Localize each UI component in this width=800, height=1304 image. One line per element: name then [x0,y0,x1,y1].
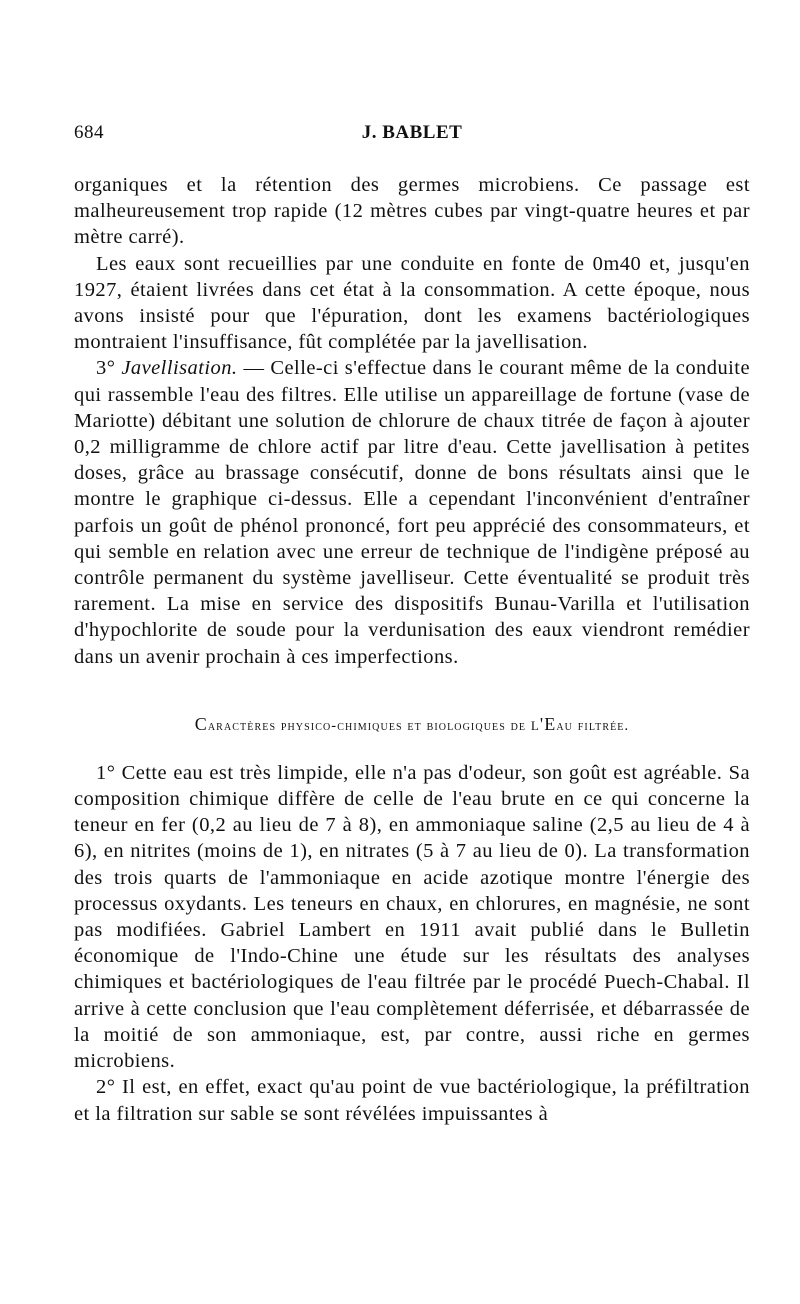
page-header [74,122,750,146]
page-body [74,172,750,1127]
heading-initial: C [194,713,208,734]
paragraph-point-1: 1° Cette eau est très limpide, elle n'a pas d'odeur, son goût est agréable. Sa composition chimique diffère de celle de l'eau brute en ce qui concerne la teneur en fer (0,2 au lieu de 7 à 8), en ammoniaque saline (2,5 au lieu de 4 à 6), en nitrites (moins de 1), en nitrates (5 à 7 au lieu de 0). La transformation des trois quarts de l'ammoniaque en acide azotique montre l'énergie des processus oxydants. Les teneurs en chaux, en chlorures, en magnésie, ne sont pas modifiées. Gabriel Lambert en 1911 avait publié dans le Bulletin économique de l'Indo-Chine une étude sur les résultats des analyses chimiques et bactériologiques de l'eau filtrée par le procédé Puech-Chabal. Il arrive à cette conclusion que l'eau complètement déferrisée, et débarrassée de la moitié de son ammoniaque, est, par contre, aussi riche en germes microbiens. [74,761,750,1073]
heading-text: au filtrée. [556,717,630,734]
paragraph-javellisation [74,355,750,669]
running-head: J. BABLET [361,122,463,143]
section-heading [74,714,750,736]
paragraph-continuation: organiques et la rétention des germes microbiens. Ce passage est malheureusement trop rapide (12 mètres cubes par vingt-quatre heures et par mètre carré). [74,174,750,249]
page-number: 684 [74,122,104,143]
paragraph-text: — Celle-ci s'effectue dans le courant même de la conduite qui rassemble l'eau des filtres. Elle utilise un appareillage de fortune (vase de Mariotte) débitant une solution de chlorure de chaux titrée de façon à ajouter 0,2 milligramme de chlore actif par litre d'eau. Cette javellisation à petites doses, grâce au brassage consécutif, donne de bons résultats ainsi que le montre le graphique ci-dessus. Elle a cependant l'inconvénient d'entraîner parfois un goût de phénol prononcé, fort peu apprécié des consommateurs, et qui semble en relation avec une erreur de technique de l'indigène préposé au contrôle permanent du système javelliseur. Cette éventualité se produit très rarement. La mise en service des dispositifs Bunau-Varilla et l'utilisation d'hypochlorite de soude pour la verdunisation des eaux viendront remédier dans un avenir prochain à ces imperfections. [74,357,750,668]
paragraph-point-2: 2° Il est, en effet, exact qu'au point de vue bactériologique, la préfiltration et la filtration sur sable se sont révélées impuissantes à [74,1076,750,1125]
heading-text: aractères physico-chimiques et biologiques de [207,717,531,734]
paragraph-eaux: Les eaux sont recueillies par une conduite en fonte de 0m40 et, jusqu'en 1927, étaient livrées dans cet état à la consommation. A cette époque, nous avons insisté pour que l'épuration, dont les examens bactériologiques montraient l'insuffisance, fût complétée par la javellisation. [74,252,750,354]
item-number: 3° [96,357,116,380]
run-in-title: Javellisation. [121,357,238,380]
heading-initial: l'E [530,713,557,734]
